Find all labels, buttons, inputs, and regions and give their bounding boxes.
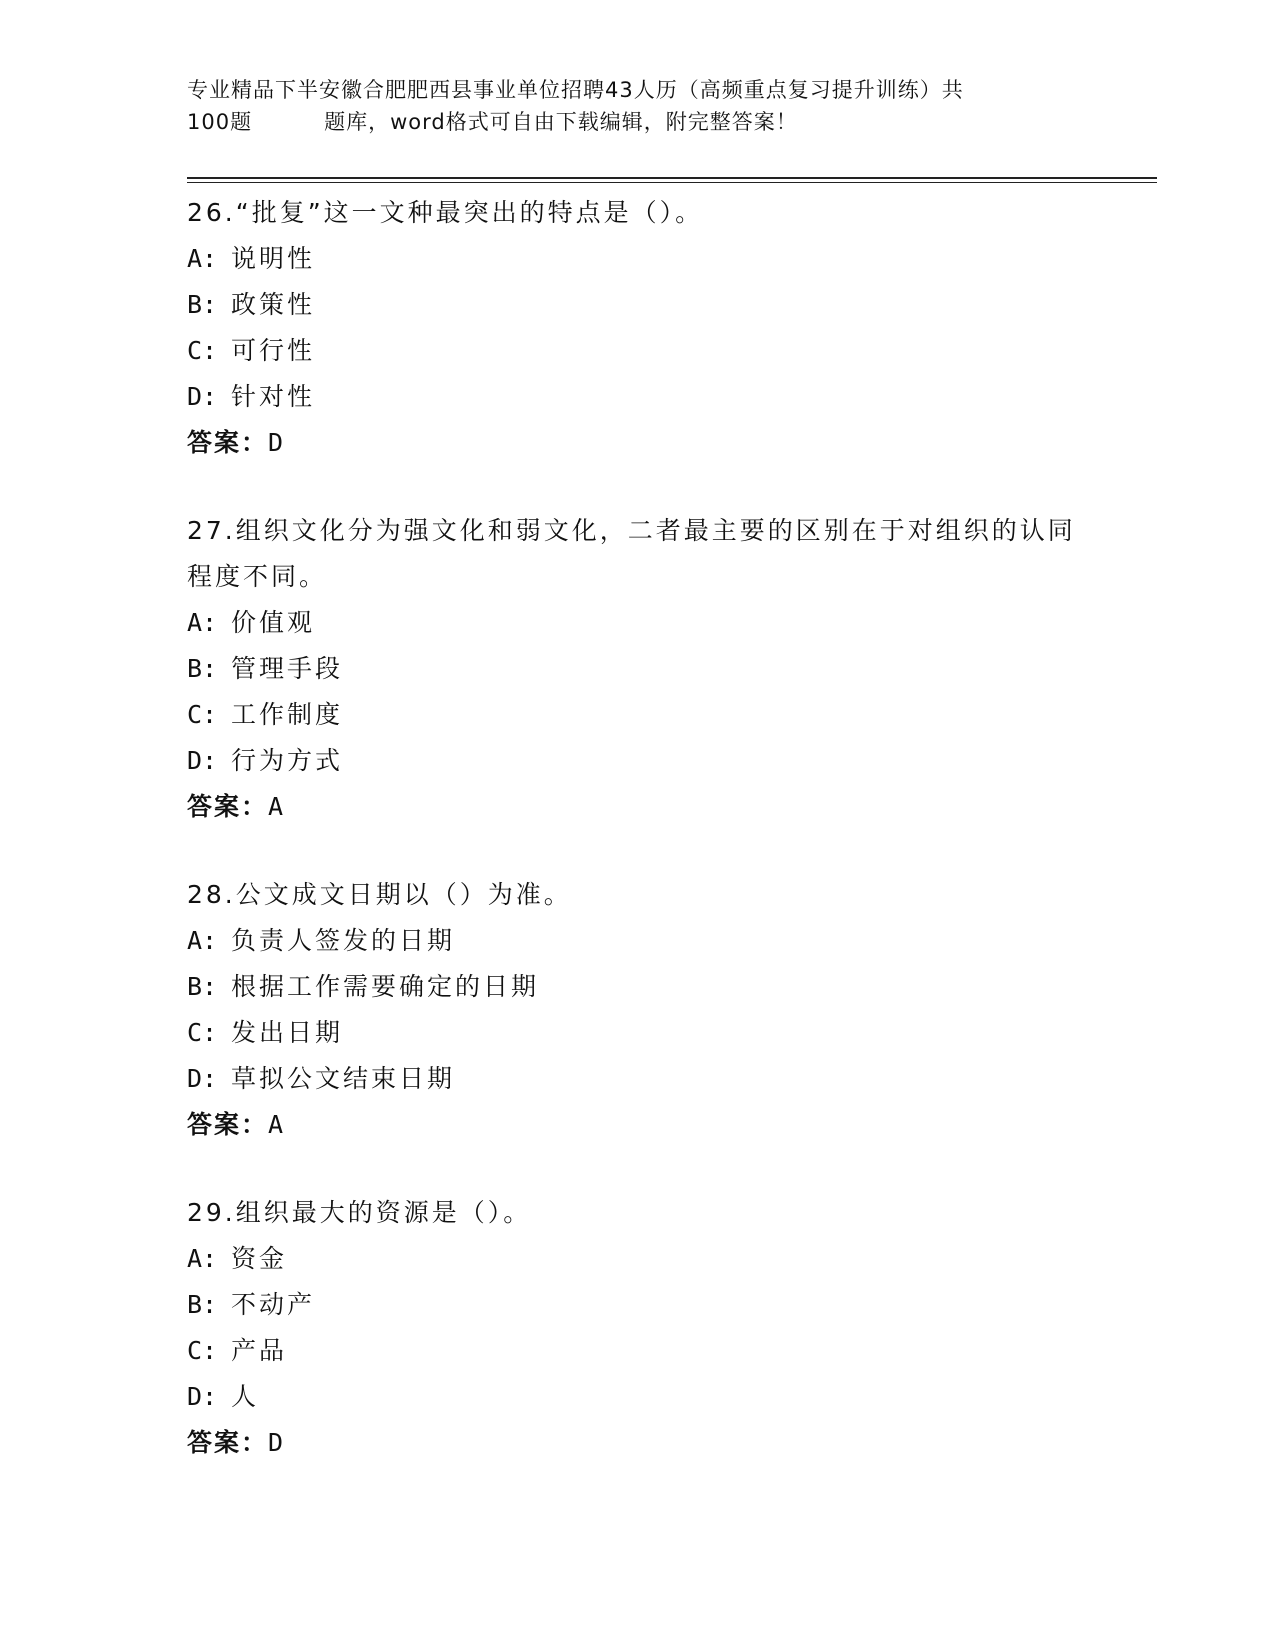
answer-label: 答案： bbox=[187, 1110, 269, 1139]
answer-line bbox=[187, 784, 1087, 830]
option-text: 说明性 bbox=[231, 244, 316, 273]
option-d bbox=[187, 738, 1087, 784]
option-d bbox=[187, 1374, 1087, 1420]
option-c bbox=[187, 692, 1087, 738]
option-d bbox=[187, 1056, 1087, 1102]
header-line-1: 专业精品下半安徽合肥肥西县事业单位招聘43人历（高频重点复习提升训练）共 bbox=[187, 78, 964, 102]
option-text: 草拟公文结束日期 bbox=[231, 1064, 456, 1093]
answer-label: 答案： bbox=[187, 792, 269, 821]
answer-line bbox=[187, 420, 1087, 466]
header-line-2-count: 100题 bbox=[187, 110, 253, 134]
option-a bbox=[187, 1236, 1087, 1282]
option-text: 政策性 bbox=[231, 290, 316, 319]
option-b bbox=[187, 646, 1087, 692]
answer-value: A bbox=[268, 792, 286, 821]
option-text: 人 bbox=[231, 1382, 260, 1411]
question-29 bbox=[187, 1190, 1087, 1466]
question-text: 26.“批复”这一文种最突出的特点是（）。 bbox=[187, 198, 704, 227]
option-b bbox=[187, 964, 1087, 1010]
option-key: C: bbox=[187, 1018, 218, 1047]
header-divider-thin bbox=[187, 182, 1157, 183]
option-text: 工作制度 bbox=[231, 700, 344, 729]
option-a bbox=[187, 918, 1087, 964]
option-key: C: bbox=[187, 1336, 218, 1365]
answer-label: 答案： bbox=[187, 428, 269, 457]
option-c bbox=[187, 328, 1087, 374]
option-c bbox=[187, 1328, 1087, 1374]
answer-line bbox=[187, 1102, 1087, 1148]
option-key: D: bbox=[187, 1382, 218, 1411]
option-text: 产品 bbox=[231, 1336, 288, 1365]
document-header bbox=[187, 74, 1087, 138]
answer-value: D bbox=[268, 1428, 286, 1457]
question-27 bbox=[187, 508, 1087, 830]
answer-line bbox=[187, 1420, 1087, 1466]
option-key: B: bbox=[187, 290, 218, 319]
option-key: A: bbox=[187, 608, 218, 637]
option-key: B: bbox=[187, 972, 218, 1001]
option-text: 可行性 bbox=[231, 336, 316, 365]
answer-value: A bbox=[268, 1110, 286, 1139]
option-key: D: bbox=[187, 1064, 218, 1093]
option-key: C: bbox=[187, 700, 218, 729]
option-text: 负责人签发的日期 bbox=[231, 926, 456, 955]
option-a bbox=[187, 236, 1087, 282]
question-list bbox=[187, 190, 1087, 1508]
option-text: 不动产 bbox=[231, 1290, 316, 1319]
option-c bbox=[187, 1010, 1087, 1056]
question-text: 29.组织最大的资源是（）。 bbox=[187, 1198, 532, 1227]
option-key: D: bbox=[187, 382, 218, 411]
question-text: 28.公文成文日期以（）为准。 bbox=[187, 880, 572, 909]
header-line-2-text: 题库，word格式可自由下载编辑，附完整答案！ bbox=[324, 110, 798, 134]
option-key: A: bbox=[187, 926, 218, 955]
option-a bbox=[187, 600, 1087, 646]
option-key: C: bbox=[187, 336, 218, 365]
option-key: B: bbox=[187, 654, 218, 683]
option-d bbox=[187, 374, 1087, 420]
option-text: 针对性 bbox=[231, 382, 316, 411]
option-text: 价值观 bbox=[231, 608, 316, 637]
option-key: B: bbox=[187, 1290, 218, 1319]
option-b bbox=[187, 1282, 1087, 1328]
question-26 bbox=[187, 190, 1087, 466]
header-line-2 bbox=[187, 106, 1087, 138]
option-key: D: bbox=[187, 746, 218, 775]
option-key: A: bbox=[187, 1244, 218, 1273]
option-text: 根据工作需要确定的日期 bbox=[231, 972, 540, 1001]
option-text: 资金 bbox=[231, 1244, 288, 1273]
option-key: A: bbox=[187, 244, 218, 273]
question-text: 27.组织文化分为强文化和弱文化，二者最主要的区别在于对组织的认同程度不同。 bbox=[187, 516, 1076, 591]
option-text: 发出日期 bbox=[231, 1018, 344, 1047]
question-28 bbox=[187, 872, 1087, 1148]
option-text: 行为方式 bbox=[231, 746, 344, 775]
option-b bbox=[187, 282, 1087, 328]
header-divider-thick bbox=[187, 177, 1157, 179]
answer-label: 答案： bbox=[187, 1428, 269, 1457]
option-text: 管理手段 bbox=[231, 654, 344, 683]
answer-value: D bbox=[268, 428, 286, 457]
